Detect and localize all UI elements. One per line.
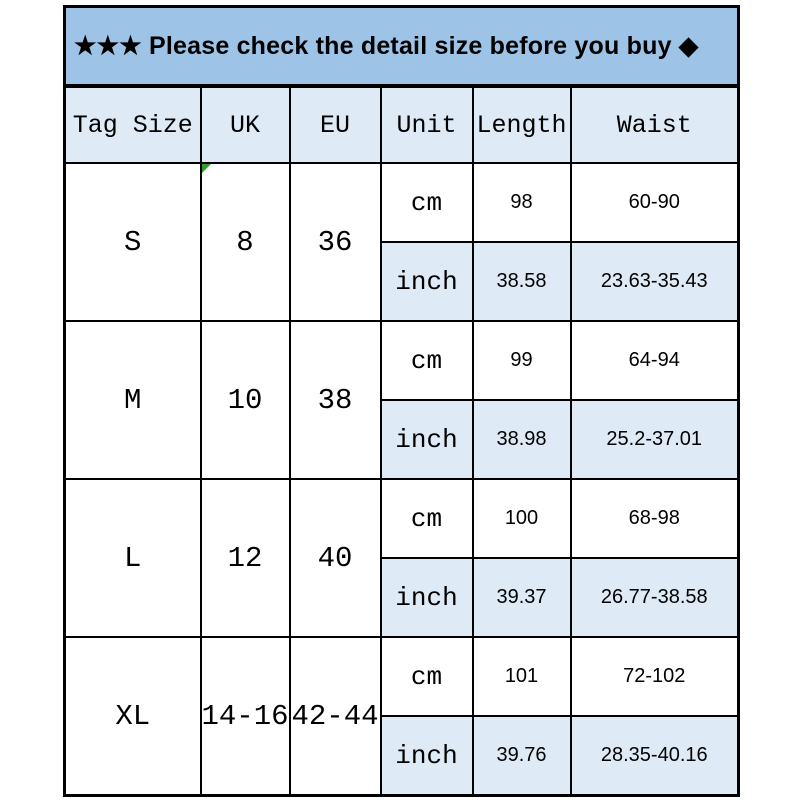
waist-value-cell: 64-94 <box>571 321 739 400</box>
waist-value-cell: 28.35-40.16 <box>571 716 739 796</box>
length-value-cell: 38.58 <box>473 242 571 321</box>
eu-size-cell: 36 <box>290 163 381 321</box>
unit-cell: cm <box>381 479 473 558</box>
uk-size-cell <box>201 163 290 321</box>
size-row-l-cm <box>65 479 739 558</box>
unit-cell: cm <box>381 321 473 400</box>
waist-value-cell: 68-98 <box>571 479 739 558</box>
eu-size-cell: 42-44 <box>290 637 381 796</box>
uk-size-cell: 14-16 <box>201 637 290 796</box>
length-value-cell: 39.76 <box>473 716 571 796</box>
col-header-waist: Waist <box>571 86 739 163</box>
length-value-cell: 99 <box>473 321 571 400</box>
uk-size-value: 8 <box>236 225 254 259</box>
col-header-uk: UK <box>201 86 290 163</box>
length-value-cell: 38.98 <box>473 400 571 479</box>
size-row-s-cm <box>65 163 739 242</box>
eu-size-cell: 38 <box>290 321 381 479</box>
tag-size-cell: L <box>65 479 201 637</box>
length-value-cell: 100 <box>473 479 571 558</box>
unit-cell: inch <box>381 400 473 479</box>
size-chart-table <box>63 5 740 797</box>
header-row <box>65 86 739 163</box>
waist-value-cell: 60-90 <box>571 163 739 242</box>
banner-notice: ★★★ Please check the detail size before you buy ◆ <box>65 7 739 87</box>
tag-size-cell: S <box>65 163 201 321</box>
size-chart-sheet <box>63 5 737 797</box>
waist-value-cell: 25.2-37.01 <box>571 400 739 479</box>
banner-row <box>65 7 739 87</box>
col-header-length: Length <box>473 86 571 163</box>
uk-size-cell: 10 <box>201 321 290 479</box>
uk-size-cell: 12 <box>201 479 290 637</box>
length-value-cell: 39.37 <box>473 558 571 637</box>
eu-size-cell: 40 <box>290 479 381 637</box>
col-header-unit: Unit <box>381 86 473 163</box>
length-value-cell: 98 <box>473 163 571 242</box>
green-corner-marker-icon <box>202 164 211 173</box>
size-row-xl-cm <box>65 637 739 716</box>
waist-value-cell: 26.77-38.58 <box>571 558 739 637</box>
col-header-tag-size: Tag Size <box>65 86 201 163</box>
waist-value-cell: 23.63-35.43 <box>571 242 739 321</box>
unit-cell: inch <box>381 558 473 637</box>
col-header-eu: EU <box>290 86 381 163</box>
unit-cell: inch <box>381 716 473 796</box>
waist-value-cell: 72-102 <box>571 637 739 716</box>
unit-cell: cm <box>381 637 473 716</box>
length-value-cell: 101 <box>473 637 571 716</box>
tag-size-cell: XL <box>65 637 201 796</box>
unit-cell: cm <box>381 163 473 242</box>
tag-size-cell: M <box>65 321 201 479</box>
unit-cell: inch <box>381 242 473 321</box>
size-row-m-cm <box>65 321 739 400</box>
